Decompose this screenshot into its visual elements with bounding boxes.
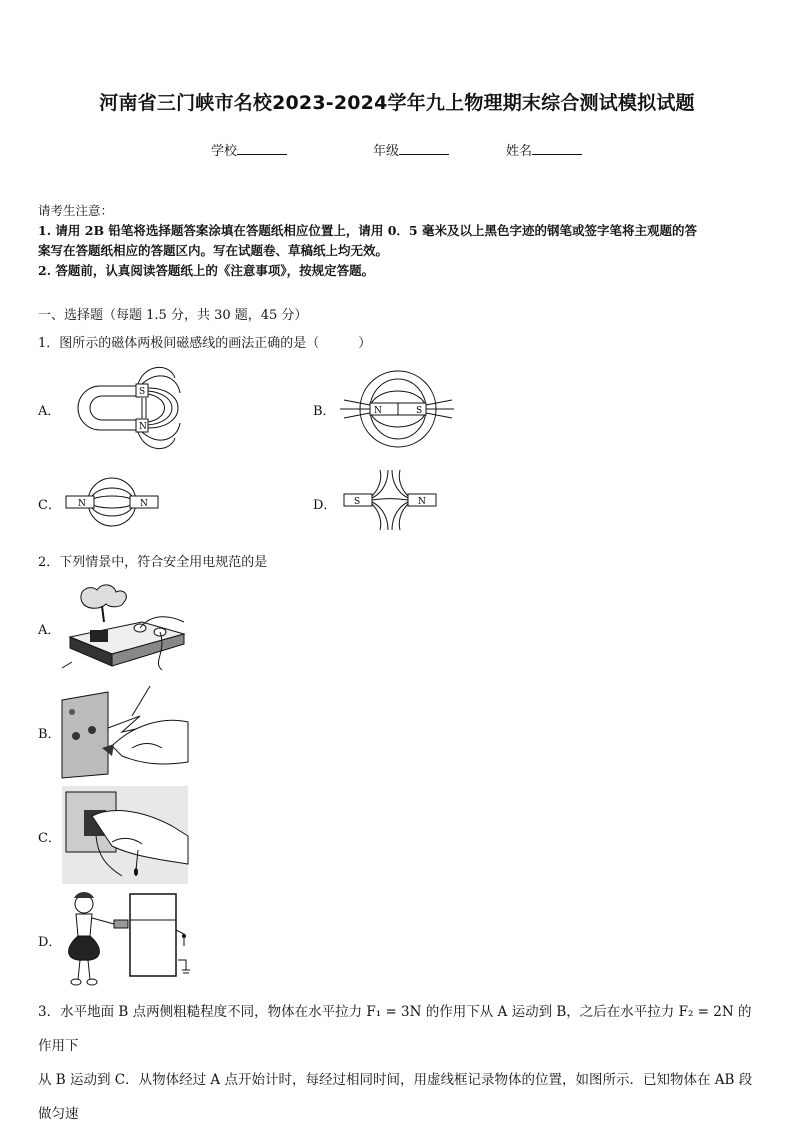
q1-a-label-n: N (139, 422, 147, 432)
q2-option-c-label[interactable]: C． (38, 831, 61, 846)
grade-blank[interactable] (399, 142, 449, 155)
q3-text (38, 995, 760, 1131)
q2-stem: 2．下列情景中，符合安全用电规范的是 (38, 555, 268, 570)
q2-figure-b-wet-hand-socket (62, 686, 188, 778)
q1-c-label-right: N (140, 499, 148, 509)
school-blank[interactable] (237, 142, 287, 155)
q1-a-label-s: S (139, 387, 146, 397)
school-field[interactable] (211, 140, 287, 159)
notice-line1a: 1. 请用 2B 铅笔将选择题答案涂填在答题纸相应位置上，请用 0．5 毫米及以上黑色字迹的钢笔或签字笔将主观题的答 (38, 223, 697, 238)
name-label: 姓名 (506, 144, 533, 159)
notice-heading: 请考生注意： (38, 203, 114, 218)
q2-option-a-label[interactable]: A． (38, 623, 61, 638)
name-blank[interactable] (532, 142, 582, 155)
q1-stem: 1．图所示的磁体两极间磁感线的画法正确的是（ ） (38, 336, 372, 351)
q2-option-b-label[interactable]: B． (38, 727, 61, 742)
page-title: 河南省三门峡市名校2023-2024学年九上物理期末综合测试模拟试题 (99, 92, 695, 114)
q2-figure-c-pull-cord (62, 786, 188, 884)
notice-line1b: 案写在答题纸相应的答题区内。写在试题卷、草稿纸上均无效。 (38, 243, 389, 258)
q1-b-label-s: S (416, 406, 423, 416)
q1-figure-a (60, 358, 190, 458)
q1-b-label-n: N (374, 406, 382, 416)
q1-figure-d (340, 468, 440, 532)
q1-option-d-label[interactable]: D． (313, 498, 337, 513)
notice-block (38, 201, 768, 281)
q3-line1: 3．水平地面 B 点两侧粗糙程度不同，物体在水平拉力 F₁ = 3N 的作用下从 A 运动到 B，之后在水平拉力 F₂ = 2N 的作用下 (38, 1004, 752, 1054)
q2-figure-a-power-strip-smoke (62, 582, 188, 670)
school-label: 学校 (211, 144, 238, 159)
q1-d-label-s: S (354, 497, 361, 507)
grade-label: 年级 (373, 144, 400, 159)
section-heading: 一、选择题（每题 1.5 分，共 30 题，45 分） (38, 308, 308, 323)
q1-d-label-n: N (418, 497, 426, 507)
name-field[interactable] (506, 140, 582, 159)
q1-option-c-label[interactable]: C． (38, 498, 61, 513)
q1-figure-c (62, 474, 162, 530)
q1-c-label-left: N (78, 499, 86, 509)
grade-field[interactable] (373, 140, 449, 159)
q2-option-d-label[interactable]: D． (38, 935, 62, 950)
q1-figure-b (340, 368, 460, 450)
q2-figure-d-girl-fridge (62, 890, 188, 988)
notice-line2: 2. 答题前，认真阅读答题纸上的《注意事项》，按规定答题。 (38, 263, 375, 278)
q3-line2: 从 B 运动到 C．从物体经过 A 点开始计时，每经过相同时间，用虚线框记录物体的位置，如图所示．已知物体在 AB 段做匀速 (38, 1072, 753, 1122)
q1-option-a-label[interactable]: A． (38, 404, 61, 419)
q1-option-b-label[interactable]: B． (313, 404, 336, 419)
